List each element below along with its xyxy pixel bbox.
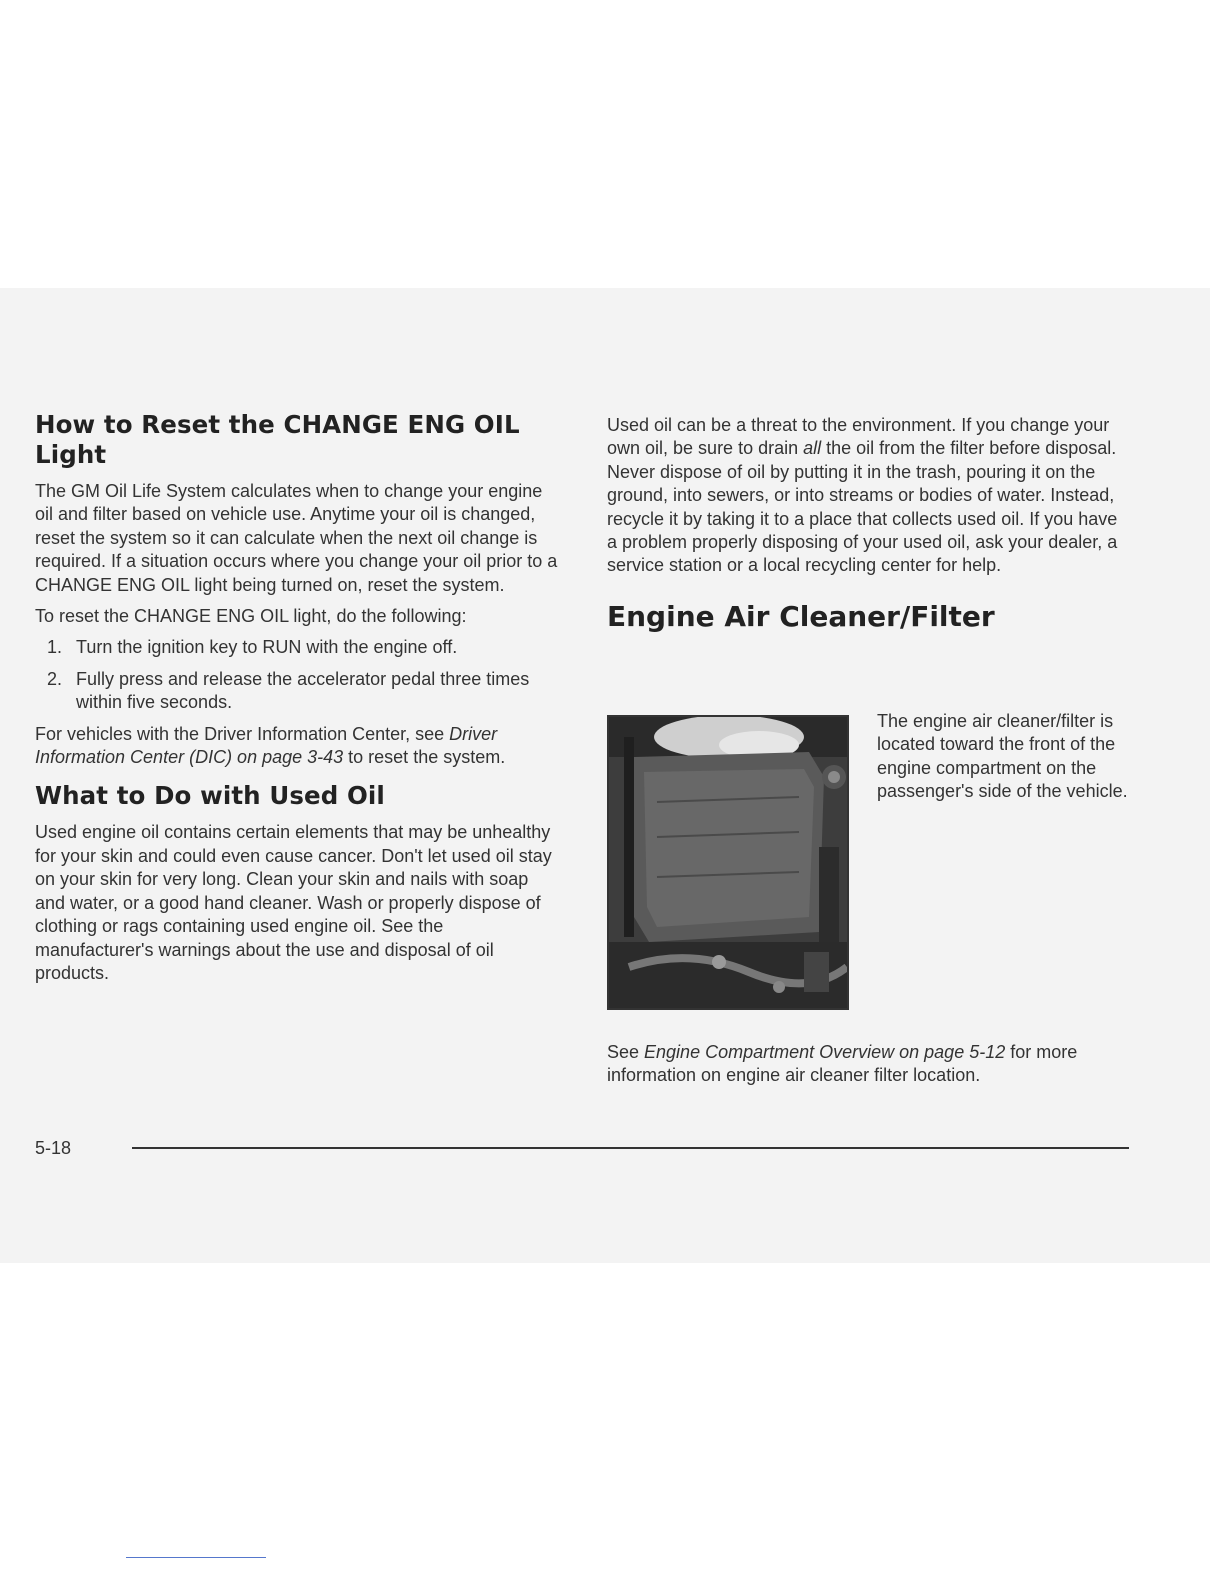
bottom-link-underline <box>126 1557 266 1558</box>
engine-compartment-link[interactable]: Engine Compartment Overview on page 5-12 <box>644 1042 1006 1062</box>
env-text-before: Used oil can be a threat to the environment. If you change your own oil, be sure to drain <box>607 415 1110 459</box>
left-column <box>35 410 560 993</box>
heading-engine-air-cleaner: Engine Air Cleaner/Filter <box>607 599 995 633</box>
step-text: Fully press and release the accelerator pedal three times within five seconds. <box>76 668 530 713</box>
step-number: 2. <box>47 668 63 689</box>
air-cleaner-photo <box>607 715 849 1010</box>
dic-paragraph <box>35 723 560 770</box>
caption-text-after: for more information on engine air cleaner filter location. <box>607 1042 1078 1086</box>
right-column <box>607 414 1132 634</box>
engine-photo-illustration <box>609 717 847 1008</box>
air-cleaner-side-text <box>877 710 1147 812</box>
dic-text-before: For vehicles with the Driver Information Center, see <box>35 723 450 744</box>
dic-text-after: to reset the system. <box>343 747 506 768</box>
heading-used-oil: What to Do with Used Oil <box>35 781 385 811</box>
air-cleaner-location-paragraph: The engine air cleaner/filter is located toward the front of the engine compartment on the passenger's side of the vehicle. <box>877 711 1128 802</box>
page-number: 5-18 <box>35 1138 72 1158</box>
environment-paragraph <box>607 414 1132 578</box>
oil-life-paragraph: The GM Oil Life System calculates when to change your engine oil and filter based on vehicle use. Anytime your oil is changed, reset the system so it can calculate when the next oil change is required. If a situation occurs where you change your oil prior to a CHANGE ENG OIL light being turned on, reset the system. <box>35 481 558 595</box>
list-item <box>35 636 560 659</box>
dic-reference-link[interactable]: Driver Information Center (DIC) on page 3-43 <box>35 723 498 768</box>
step-number: 1. <box>47 637 63 658</box>
heading-reset-oil-light: How to Reset the CHANGE ENG OIL Light <box>35 410 520 469</box>
footer-rule <box>132 1147 1129 1149</box>
air-cleaner-caption <box>607 1041 1132 1096</box>
caption-paragraph <box>607 1041 1132 1088</box>
list-item <box>35 668 560 715</box>
reset-steps-list <box>35 636 560 714</box>
env-emphasis-all: all <box>803 438 822 459</box>
reset-intro-paragraph: To reset the CHANGE ENG OIL light, do the following: <box>35 606 467 627</box>
step-text: Turn the ignition key to RUN with the engine off. <box>76 637 458 658</box>
caption-text-before: See <box>607 1042 645 1062</box>
used-oil-paragraph: Used engine oil contains certain elements that may be unhealthy for your skin and could even cause cancer. Don't let used oil stay on your skin for very long. Clean your skin and nails with soap and water, or a good hand cleaner. Wash or properly dispose of clothing or rags containing used engine oil. See the manufacturer's warnings about the use and disposal of oil products. <box>35 822 552 983</box>
env-text-after: the oil from the filter before disposal. Never dispose of oil by putting it in the trash, pouring it on the ground, into sewers, or into streams or bodies of water. Instead, recycle it by taking it to a place that collects used oil. If you have a problem properly disposing of your used oil, ask your dealer, a service station or a local recycling center for help. <box>607 438 1118 576</box>
